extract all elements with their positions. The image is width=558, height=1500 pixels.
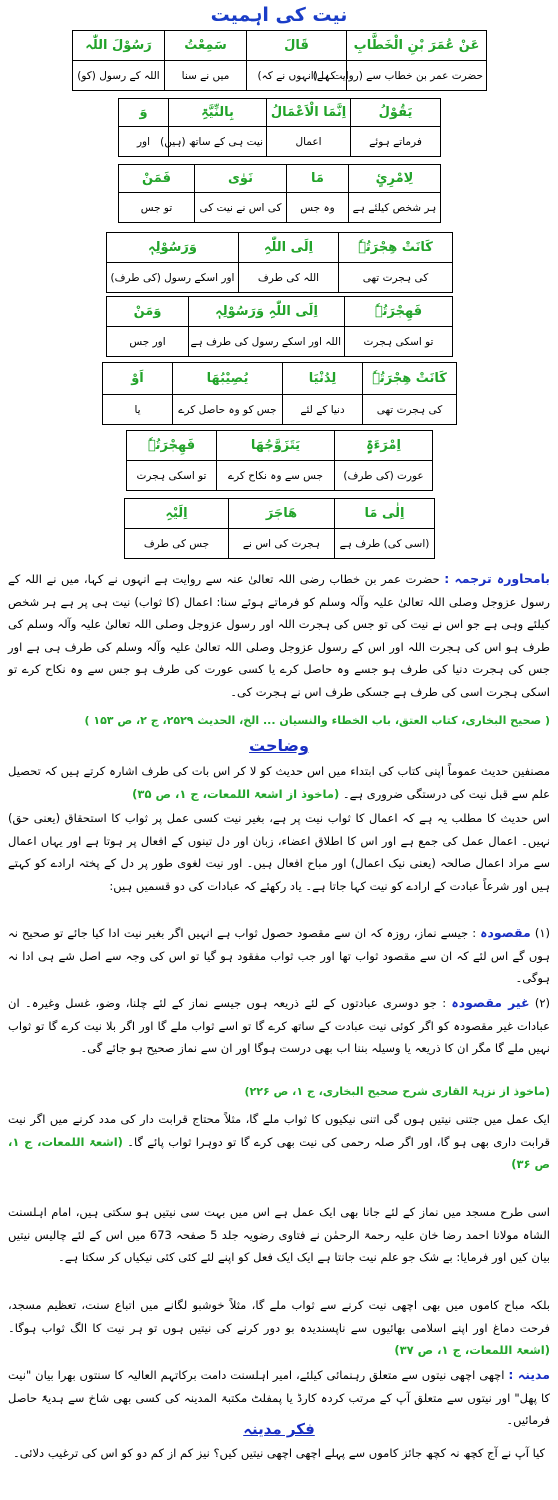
arabic-word: کَانَتْ ھِجْرَتُہٗ xyxy=(363,363,457,395)
translation-reference: ( صحیح البخاری، کتاب العتق، باب الخطاء والنسیان ... الخ، الحدیث ۲۵۲۹، ج ۲، ص ۱۵۳ ) xyxy=(84,714,550,727)
urdu-meaning: ہر شخص کیلئے ہے xyxy=(349,193,441,223)
madina-text: اچھی اچھی نیتوں سے متعلق رہنمائی کیلئے، امیر اہلسنت دامت برکاتہم العالیہ کا سنتوں بھرا بیان "نیت کا پھل" اور نیتوں سے متعلق آپ کے مرتب کردہ کارڈ یا پمفلٹ مکتبۃ المدینہ کی کسی بھی شاخ سے ہدیۃً حاصل فرمائیں۔ xyxy=(8,1368,550,1427)
word-table-5 xyxy=(106,296,453,357)
arabic-word: فَھِجْرَتُہٗ xyxy=(345,297,453,327)
ghair-maqsooda-label: غیر مقصودہ xyxy=(451,995,530,1010)
wazahat-reference-4: (ماخوذ از نزہۃ القاری شرح صحیح البخاری، ج ۱، ص ۲۲۶) xyxy=(244,1085,550,1098)
urdu-meaning: جس کی طرف xyxy=(125,529,229,559)
wazahat-paragraph-2: اس حدیث کا مطلب یہ ہے کہ اعمال کا ثواب نیت پر ہے، بغیر نیت کسی عمل پر ثواب کا استحقاق (یعنی حق) نہیں۔ اعمال عمل کی جمع ہے اور اس کا اطلاق اعضاء، زبان اور دل تینوں کے افعال پر ہوتا ہے اور یہاں اعمال سے مراد اعمال صالحہ (یعنی نیک اعمال) اور مباح افعال ہیں۔ اور نیت لغوی طور پر دل کے پختہ ارادے کو کہتے ہیں اور شرعاً عبادت کے ارادے کو نیت کہا جاتا ہے۔ یاد رکھئے کہ عبادات کی دو قسمیں ہیں: xyxy=(8,811,550,893)
arabic-word: عَنْ عُمَرَ بْنِ الْخَطَّابِ xyxy=(347,31,487,61)
urdu-meaning: دنیا کے لئے xyxy=(283,395,363,425)
urdu-meaning: جس کو وہ حاصل کرے xyxy=(173,395,283,425)
urdu-meaning: یا xyxy=(103,395,173,425)
arabic-word: وَرَسُوْلِہٖ xyxy=(107,233,239,263)
urdu-meaning: عورت (کی طرف) xyxy=(335,461,433,491)
arabic-word: رَسُوْلَ اللّٰہ xyxy=(73,31,165,61)
urdu-meaning: اعمال xyxy=(267,127,351,157)
word-table-6 xyxy=(102,362,457,425)
madina-label: مدینہ : xyxy=(508,1367,550,1382)
arabic-word: یُصِیْبُھَا xyxy=(173,363,283,395)
urdu-meaning: اللہ کی طرف xyxy=(239,263,339,293)
arabic-word: اِمْرَءَۃٍ xyxy=(335,431,433,461)
arabic-word: وَ xyxy=(119,99,169,127)
translation-label: بامحاورہ ترجمہ : xyxy=(444,571,550,586)
arabic-word: یَقُوْلُ xyxy=(351,99,441,127)
arabic-word: اِنَّمَا الْاَعْمَالُ xyxy=(267,99,351,127)
arabic-word: سَمِعْتُ xyxy=(165,31,247,61)
ghair-maqsooda-text: جو دوسری عبادتوں کے لئے ذریعہ ہوں جیسے نماز کے لئے چلنا، وضو، غسل وغیرہ۔ ان عبادات غیر مقصودہ کو اگر کوئی نیت عبادت کے ساتھ کرے گا تو اسے ثواب ملے گا اور اگر بلا نیت کرے گا تو ثواب نہیں ملے گا مگر ان کا ذریعہ یا وسیلہ بننا اب بھی درست ہوگا اور ان سے نماز صحیح ہو جائے گی۔ xyxy=(8,996,550,1055)
arabic-word: لِامْرِیٍٔ xyxy=(349,165,441,193)
wazahat-paragraph-6: اسی طرح مسجد میں نماز کے لئے جانا بھی ایک عمل ہے اس میں بہت سی نیتیں ہو سکتی ہیں، امام اہلسنت الشاہ مولانا احمد رضا خان علیہ رحمۃ الرحمٰن نے فتاوی رضویہ جلد 5 صفحہ 673 میں اس کے لئے چالیس نیتیں بیان کیں اور فرمایا: بے شک جو علم نیت جانتا ہے ایک ایک فعل کو اپنے لئے کئی کئی نیکیاں کر سکتا ہے۔ xyxy=(8,1205,550,1264)
wazahat-text-5: ایک عمل میں جتنی نیتیں ہوں گی اتنی نیکیوں کا ثواب ملے گا، مثلاً محتاج قرابت دار کی مدد کرنے میں اگر نیت قرابت داری بھی ہو گا، اور اگر صلہ رحمی کی نیت بھی کرے گا تو دوہرا ثواب پائے گا۔ xyxy=(8,1112,551,1149)
urdu-meaning: اللہ کے رسول (کو) xyxy=(73,61,165,91)
translation-paragraph xyxy=(8,568,550,703)
maqsooda-label: مقصودہ xyxy=(480,925,531,940)
point-number-2: (۲) xyxy=(534,996,551,1010)
arabic-word: یَتَزَوَّجُھَا xyxy=(217,431,335,461)
word-table-2 xyxy=(118,98,441,157)
wazahat-heading: وضاحت xyxy=(249,736,309,755)
urdu-meaning: میں نے سنا xyxy=(165,61,247,91)
word-table-1 xyxy=(72,30,487,91)
wazahat-ref-7: (اشعۃ اللمعات، ج ۱، ص ۳۷) xyxy=(394,1343,550,1357)
arabic-word: اَوْ xyxy=(103,363,173,395)
urdu-meaning: حضرت عمر بن خطاب سے (روایت ہے) xyxy=(347,61,487,91)
wazahat-paragraph-5 xyxy=(8,1108,550,1176)
urdu-meaning: نیت ہی کے ساتھ (ہیں) xyxy=(169,127,267,157)
arabic-word: فَمَنْ xyxy=(119,165,195,193)
urdu-meaning: اور xyxy=(119,127,169,157)
urdu-meaning: جس سے وہ نکاح کرے xyxy=(217,461,335,491)
wazahat-ref-5: (اشعۃ اللمعات، ج ۱، ص ۳۶) xyxy=(8,1134,550,1171)
arabic-word: مَا xyxy=(287,165,349,193)
arabic-word: اِلَیْہِ xyxy=(125,499,229,529)
point-number-1: (۱) xyxy=(534,926,550,940)
arabic-word: اِلَی اللّٰہِ وَرَسُوْلِہٖ xyxy=(189,297,345,327)
wazahat-paragraph-4: (۲) غیر مقصودہ : جو دوسری عبادتوں کے لئے ذریعہ ہوں جیسے نماز کے لئے چلنا، وضو، غسل وغیرہ۔ ان عبادات غیر مقصودہ کو اگر کوئی نیت عبادت کے ساتھ کرے گا تو اسے ثواب ملے گا اور اگر بلا نیت کرے گا تو ثواب نہیں ملے گا مگر ان کا ذریعہ یا وسیلہ بننا اب بھی درست ہوگا اور ان سے نماز صحیح ہو جائے گی۔ xyxy=(8,995,551,1055)
urdu-meaning: وہ جس xyxy=(287,193,349,223)
urdu-meaning: تو اسکی ہجرت xyxy=(127,461,217,491)
arabic-word: بِالنِّیَّۃِ xyxy=(169,99,267,127)
arabic-word: کَانَتْ ھِجْرَتُہٗ xyxy=(339,233,453,263)
arabic-word: اِلَی اللّٰہِ xyxy=(239,233,339,263)
fikr-madina-text: کیا آپ نے آج کچھ نہ کچھ جائز کاموں سے پہلے اچھی اچھی نیتیں کیں؟ نیز کم از کم دو کو اس کی ترغیب دلائی۔ xyxy=(12,1446,546,1460)
wazahat-paragraph-3: (۱) مقصودہ : جیسے نماز، روزہ کہ ان سے مقصود حصول ثواب ہے انہیں اگر بغیر نیت ادا کیا جائے تو صحیح نہ ہوں گے اس لئے کہ ان سے مقصود ثواب تھا اور جب ثواب مفقود ہو گیا تو اس کی وجہ سے اصل شے ہی ادا نہ ہوگی۔ xyxy=(8,925,550,985)
word-table-7 xyxy=(126,430,433,491)
urdu-meaning: کی ہجرت تھی xyxy=(363,395,457,425)
word-table-4 xyxy=(106,232,453,293)
word-table-8 xyxy=(124,498,435,559)
urdu-meaning: اور اسکے رسول (کی طرف) xyxy=(107,263,239,293)
arabic-word: قَالَ xyxy=(247,31,347,61)
arabic-word: ھَاجَرَ xyxy=(229,499,335,529)
word-table-3 xyxy=(118,164,441,223)
maqsooda-text: جیسے نماز، روزہ کہ ان سے مقصود حصول ثواب ہے انہیں اگر بغیر نیت ادا کیا جائے تو صحیح نہ ہوں گے اس لئے کہ ان سے مقصود ثواب تھا اور جب ثواب مفقود ہو گیا تو اس کی وجہ سے اصل شے ہی ادا نہ ہوگی۔ xyxy=(8,926,550,985)
translation-text: حضرت عمر بن خطاب رضی اللہ تعالیٰ عنہ سے روایت ہے انہوں نے کہا، میں نے اللہ کے رسول عزوجل وصلی اللہ تعالیٰ علیہ وآلہ وسلم کو فرماتے ہوئے سنا: اعمال (کا ثواب) نیت ہی پر ہے ہر شخص کیلئے وہی ہے جو اس نے نیت کی تو جس کی ہجرت اللہ اور رسول عزوجل وصلی اللہ تعالیٰ علیہ وآلہ وسلم کی طرف ہو اس کی ہجرت اللہ اور اس کے رسول عزوجل وصلی اللہ تعالیٰ علیہ وآلہ وسلم کی طرف ہی ہے اور جس کی ہجرت دنیا کی طرف ہو جسے وہ حاصل کرے یا کسی عورت کی طرف ہو جس سے وہ نکاح کرے تو اسکی ہجرت اسی کی طرف ہے جسکی طرف اس نے ہجرت کی۔ xyxy=(8,572,550,699)
urdu-meaning: کہا (انہوں نے کہ) xyxy=(247,61,347,91)
fikr-madina-heading: فکر مدینہ xyxy=(243,1420,315,1438)
arabic-word: نَوٰی xyxy=(195,165,287,193)
wazahat-paragraph-7 xyxy=(8,1294,550,1362)
urdu-meaning: تو جس xyxy=(119,193,195,223)
urdu-meaning: اللہ اور اسکے رسول کی طرف ہے xyxy=(189,327,345,357)
wazahat-ref-1: (ماخوذ از اشعۃ اللمعات، ج ۱، ص ۳۵) xyxy=(132,786,340,801)
wazahat-text-7: بلکہ مباح کاموں میں بھی اچھی نیت کرنے سے ثواب ملے گا، مثلاً خوشبو لگانے میں اتباع سنت، تعظیم مسجد، فرحت دماغ اور اپنے اسلامی بھائیوں سے ناپسندیدہ بو دور کرنے کی نیتیں ہوں تو ہر نیت کا الگ ثواب ہوگا۔ xyxy=(8,1298,550,1335)
urdu-meaning: تو اسکی ہجرت xyxy=(345,327,453,357)
arabic-word: وَمَنْ xyxy=(107,297,189,327)
arabic-word: فَھِجْرَتُہٗ xyxy=(127,431,217,461)
wazahat-text-1: مصنفین حدیث عموماً اپنی کتاب کی ابتداء میں اس حدیث کو لا کر اس بات کی طرف اشارہ کرتے ہیں کہ تحصیل علم سے قبل نیت کی درستگی ضروری ہے۔ xyxy=(8,764,550,801)
urdu-meaning: کی ہجرت تھی xyxy=(339,263,453,293)
urdu-meaning: ہجرت کی اس نے xyxy=(229,529,335,559)
arabic-word: اِلٰی مَا xyxy=(335,499,435,529)
page-title: نیت کی اہمیت xyxy=(210,4,348,26)
urdu-meaning: کی اس نے نیت کی xyxy=(195,193,287,223)
arabic-word: لِدُنْیَا xyxy=(283,363,363,395)
urdu-meaning: فرماتے ہوئے xyxy=(351,127,441,157)
urdu-meaning: (اسی کی) طرف ہے xyxy=(335,529,435,559)
urdu-meaning: اور جس xyxy=(107,327,189,357)
wazahat-paragraph-1 xyxy=(8,760,550,805)
